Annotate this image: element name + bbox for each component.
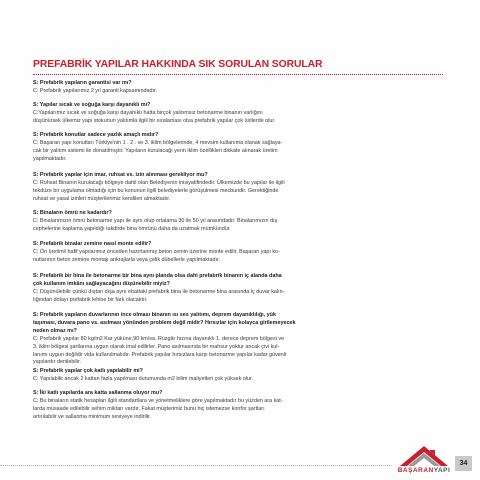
faq-answer-line: C: Binalarımızın ömrü betonarme yapı ile aynı olup ortalama 30 ile 50 yıl arasındadır. Binalarımızın dış bbox=[33, 217, 278, 224]
faq-item-montaj bbox=[33, 241, 445, 265]
logo-text-basaran: BAŞARAN bbox=[397, 467, 434, 474]
faq-question: S: İki katlı yapılarda ara katta sallanma oluyor mu? bbox=[33, 390, 163, 396]
faq-question: çok kullanım imkânı sağlayacağını düşünebilir miyiz? bbox=[33, 280, 170, 287]
faq-item-cok-katli bbox=[33, 368, 445, 384]
faq-answer-line: C: Ruhsat Binanın kurulacağı bölgeye dahil olan Belediyenin inisiyatifindedir. Ülkemizde bu yapılar ile ilgili bbox=[33, 179, 285, 186]
faq-answer-line: lanımı uygun değildir vida kullanılmalıdır. Prefabrik yapılar hırsızlara karşı betonarme yapılar kadar güvenli bbox=[33, 351, 287, 358]
faq-question: taşıması, duvara pano vs. asılması yönünden problem değil midir? Hırsızlar için kolayca girilemeyecek bbox=[33, 319, 296, 326]
house-roof-icon bbox=[394, 440, 454, 468]
page-heading: PREFABRİK YAPILAR HAKKINDA SIK SORULAN SORULAR bbox=[33, 59, 323, 70]
logo-text-yapi: YAPI bbox=[433, 467, 451, 474]
faq-question: S: Prefabrik yapılar için imar, ruhsat vs. izin alınması gerekliyor mu? bbox=[33, 172, 208, 178]
faq-answer-line: C: Başaran yapı konutları Türkiye'nin 1 . 2 . ve 3. iklim bölgelerinde, 4 mevsim kullanıma olanak sağlaya- bbox=[33, 139, 283, 146]
faq-question: S: Yapılar sıcak ve soğuğa karşı dayanıklı mı? bbox=[33, 102, 151, 108]
faq-answer-line: artırılabilir ve sallanma minimum seviyeye indirilir. bbox=[33, 413, 152, 420]
faq-answer-line: 3. iklim bölgesi şartlarına uygun olarak imal edilirler. Pano asılmasında bir mahsur yoktur ancak çivi kul- bbox=[33, 343, 280, 350]
heading-divider bbox=[33, 74, 443, 75]
faq-answer-line: C: Prefabrik yapılarımız 2 yıl garanti kapsamındadır. bbox=[33, 87, 158, 94]
faq-answer-line: lığından dolayı prefabrik lehine bir fark olacaktır. bbox=[33, 296, 148, 303]
faq-item-bina-omru bbox=[33, 210, 445, 234]
faq-question: neden olmaz mı? bbox=[33, 327, 77, 334]
faq-answer-line: C: Yapılabilir ancak 2 kattan fazla yapılması durumunda m2 bilim maliyetleri çok yüksek olur. bbox=[33, 375, 254, 382]
faq-answer-line: nutlarının beton zemine montajı ankrajlarla veya çelik dübellerle yapılmaktadır. bbox=[33, 256, 220, 263]
faq-answer-line: C: Düşünülebilir çünkü dıştan dışa aynı ebattaki prefabrik bina ile betonarme bina arasında iç duvar kalın- bbox=[33, 288, 285, 295]
faq-question: S: Binaların ömrü ne kadardır? bbox=[33, 210, 112, 216]
faq-question: S: Prefabrik konutlar sadece yazlık amaçlı mıdır? bbox=[33, 132, 159, 138]
faq-item-garanti bbox=[33, 80, 445, 96]
faq-item-sicak-soguk bbox=[33, 102, 445, 126]
faq-item-ince-duvar bbox=[33, 312, 445, 367]
faq-answer-line: düşünürsek ülkemiz yapı stokunun yalıtımla ilgili bir sıralaması olsa prefabrik yapılar çok üstlerde olur. bbox=[33, 117, 276, 124]
faq-question: S: Prefabrik yapıların garantisi var mı? bbox=[33, 80, 132, 86]
logo-wordmark bbox=[394, 467, 454, 474]
faq-answer-line: ruhsat ve yasal izinleri müşterilerimiz kendileri almaktadır. bbox=[33, 195, 171, 202]
footer-divider bbox=[0, 465, 392, 466]
faq-answer-line: cak bir yalıtım sistemi ile donatılmıştır. Yapıların kurulacağı yerin iklim özellikleri dikkate alınarak üretim bbox=[33, 147, 278, 154]
faq-question: S: Prefabrik yapıların duvarlarının ince olması binanın ısı ses yalıtımı, deprem dayanıklılığı, yük bbox=[33, 312, 276, 318]
faq-answer-line: tekdüze bir uygulama olmadığı için bu konunun ilgili belediyelerle görüşülmesi mecburidir. Gerektiğinde bbox=[33, 187, 279, 194]
faq-answer-line: yapılardır denilebilir. bbox=[33, 359, 81, 366]
faq-item-ic-alan bbox=[33, 273, 445, 305]
faq-answer-line: cephelerine kaplama yapıldığı takdirde bina ömrünü daha da uzatmak mümkündür. bbox=[33, 225, 231, 232]
faq-answer-line: C:Yapılarımız sıcak ve soğuğa karşı dayanıklı hatta birçok yalıtımsız betonarme binanın varlığını bbox=[33, 109, 263, 116]
faq-item-ruhsat bbox=[33, 172, 445, 204]
faq-answer-line: C: Prefabrik yapılar 80 kg/m2 Kar yüküne,90 km/sa. Rüzgâr hızına dayanıklı 1. derece deprem bölgesi ve bbox=[33, 335, 285, 342]
basaran-yapi-logo bbox=[394, 440, 454, 474]
faq-answer-line: C: Bu binaların statik hesapları ilgili standartlara ve yönetmeliklere göre yapılmaktadır bu yüzden ara kat- bbox=[33, 397, 283, 404]
faq-answer-line: C: Ön üretimli hafif yapılarımız önceden hazırlanmış beton zemin üzerine monte edilir. Başaran yapı ko- bbox=[33, 248, 280, 255]
page-number: 34 bbox=[455, 456, 472, 471]
faq-question: S: Prefabrik binalar zemine nasıl monte edilir? bbox=[33, 241, 152, 247]
faq-question: S: Prefabrik bir bina ile betonarme bir bina aynı planda olsa dahi prefabrik binanın iç alanda daha bbox=[33, 273, 282, 279]
faq-answer-line: larda müsaade edilebilir sehim miktarı vardır. Fakat müşterimiz bunu hiç istemezse konfor şartları bbox=[33, 405, 265, 412]
faq-question: S: Prefabrik yapılar çok katlı yapılabilir mi? bbox=[33, 368, 143, 374]
faq-answer-line: yapılmaktadır. bbox=[33, 155, 67, 162]
faq-item-sallanma bbox=[33, 390, 445, 422]
page-footer bbox=[0, 440, 480, 480]
faq-item-yazlik bbox=[33, 132, 445, 164]
